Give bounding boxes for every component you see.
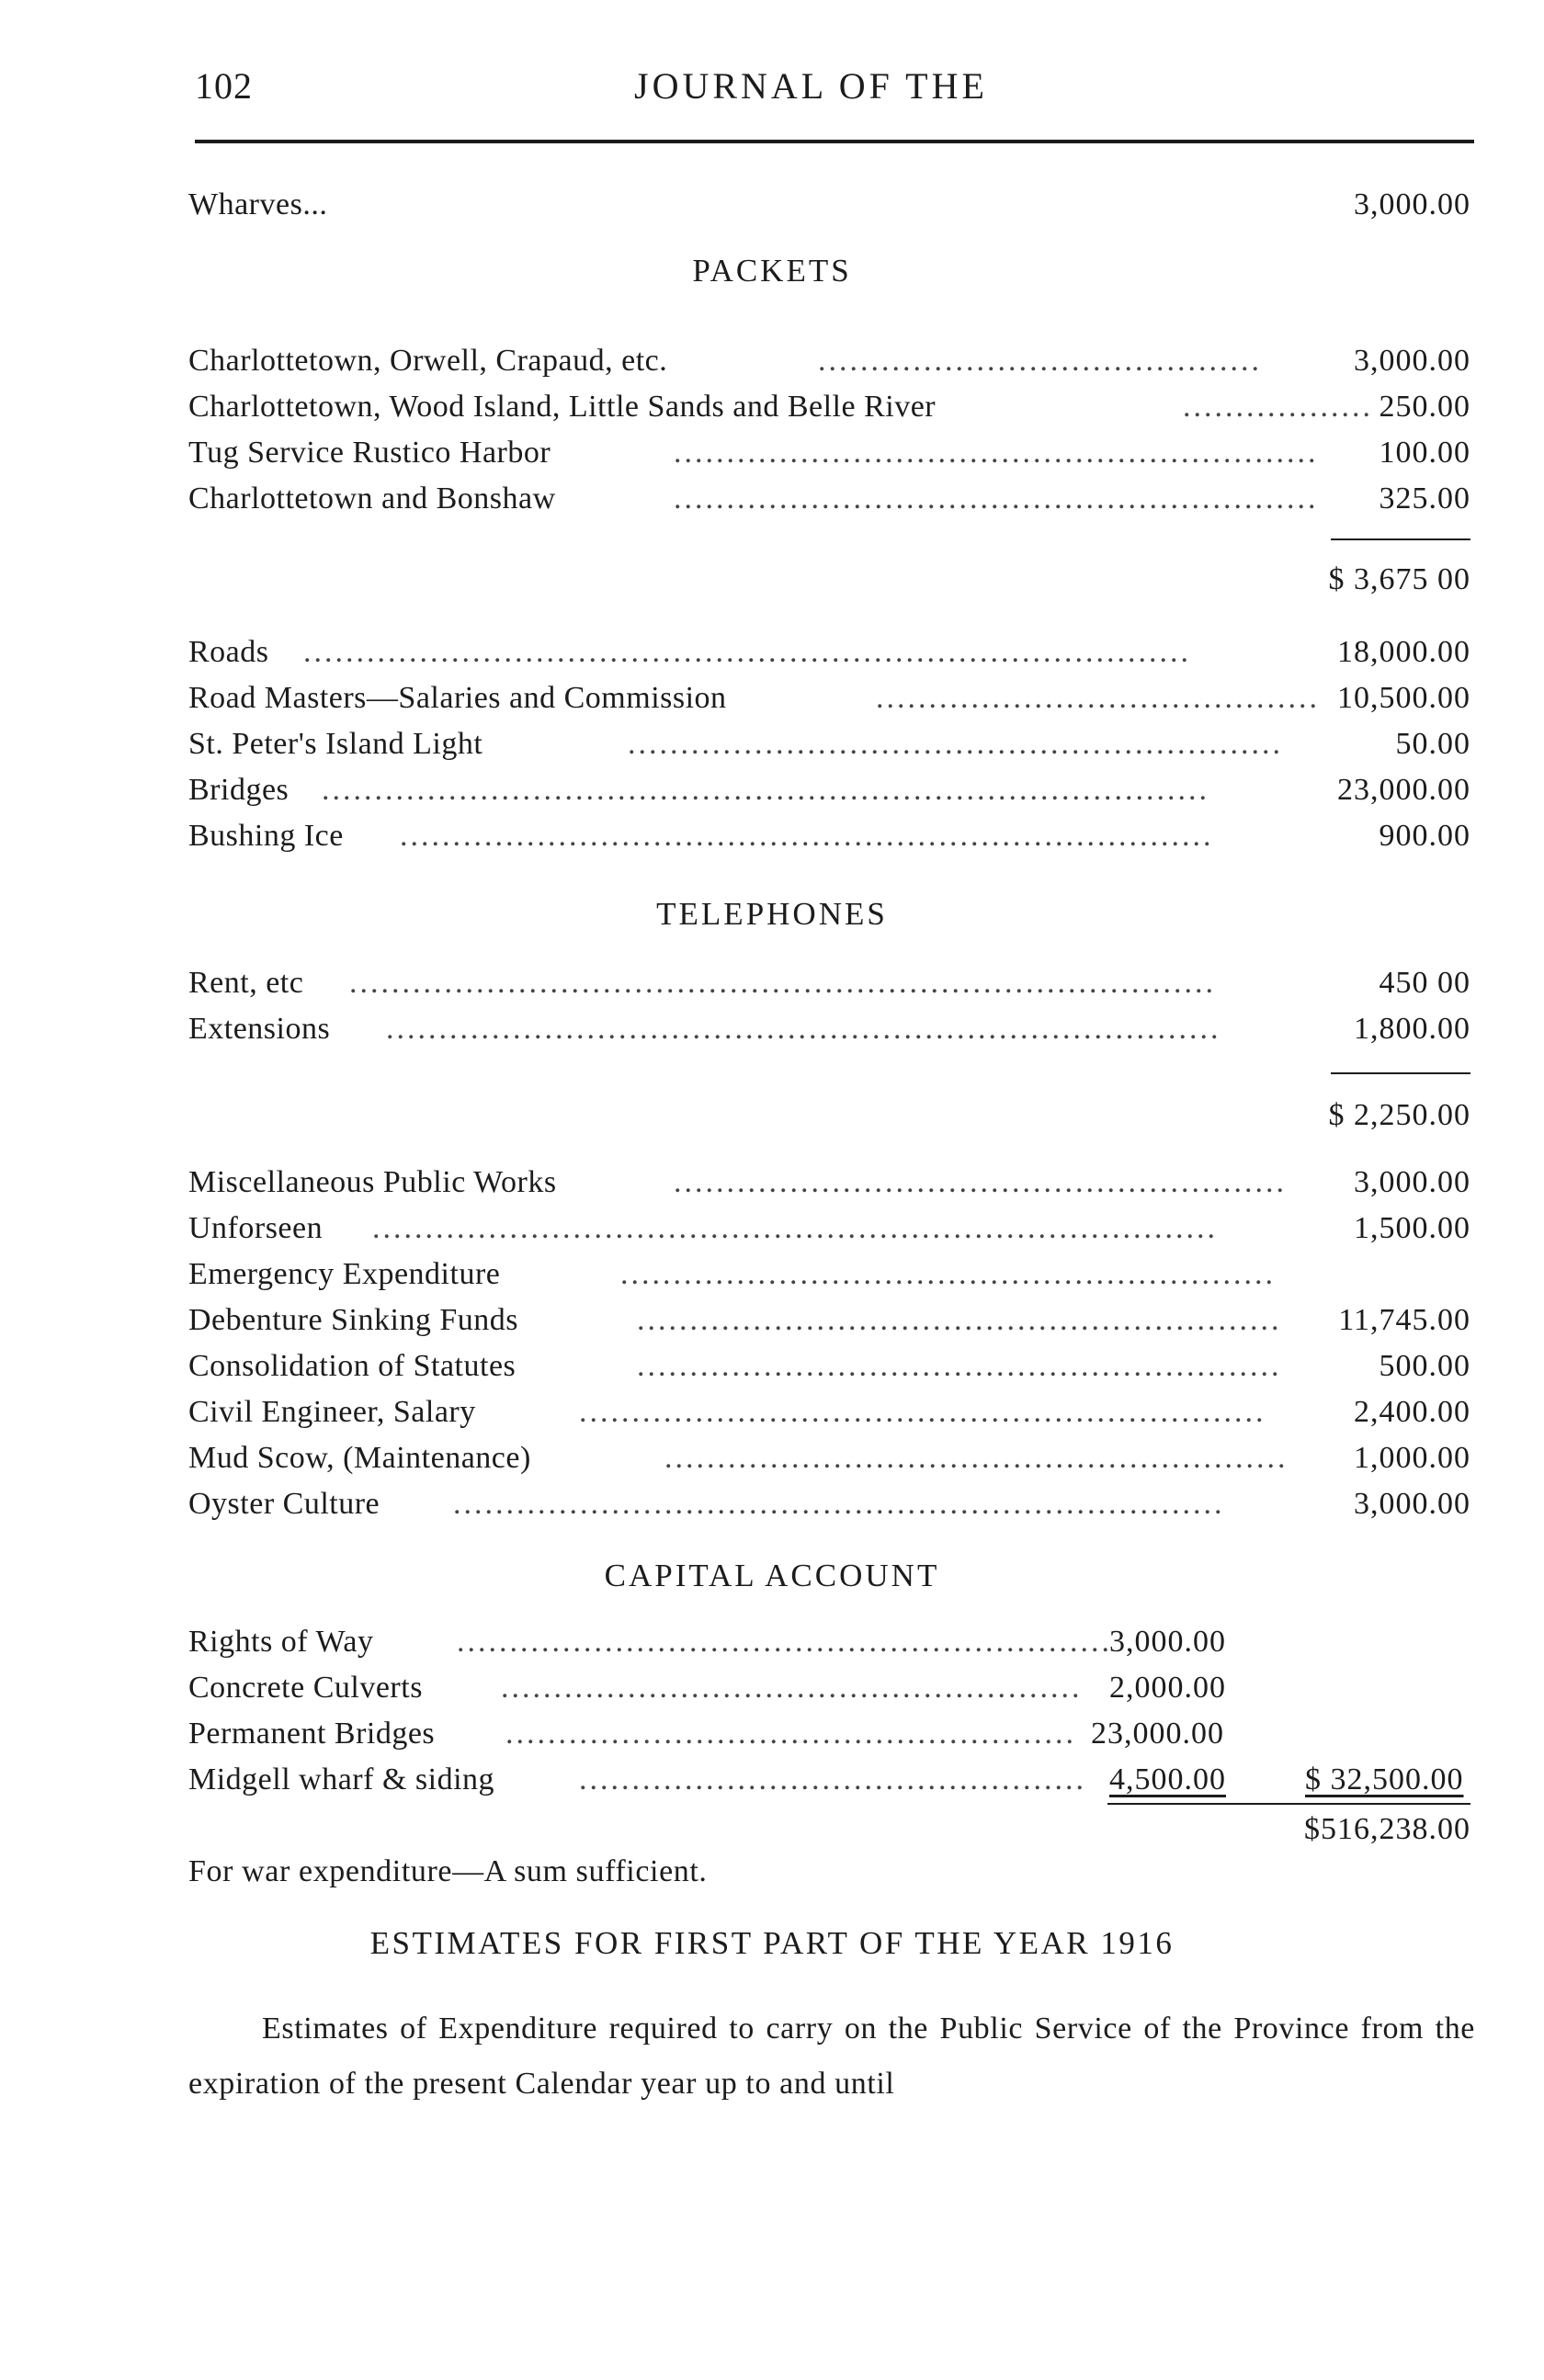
- leader-dots: ....................................................................................: [303, 635, 1191, 669]
- telephone-label: Rent, etc: [188, 966, 304, 1000]
- telephones-total: $ 2,250.00: [1328, 1098, 1470, 1132]
- leader-dots: .................................................................: [579, 1395, 1266, 1429]
- estimates-heading: ESTIMATES FOR FIRST PART OF THE YEAR 1916: [369, 1925, 1175, 1961]
- leader-dots: ....................................................................................: [322, 773, 1209, 807]
- packet-row: [188, 430, 1470, 476]
- packet-label: Charlottetown, Wood Island, Little Sands and Belle River: [188, 390, 937, 424]
- expense-amount: 18,000.00: [1337, 635, 1470, 669]
- telephone-amount: 1,800.00: [1354, 1012, 1470, 1046]
- packet-label: Charlottetown, Orwell, Crapaud, etc.: [188, 344, 668, 378]
- expense-label: Miscellaneous Public Works: [188, 1165, 557, 1199]
- header-rule: [195, 140, 1474, 143]
- expense-label: Debenture Sinking Funds: [188, 1303, 519, 1337]
- expense-label: Road Masters—Salaries and Commission: [188, 681, 727, 715]
- leader-dots: ..........................................................: [674, 1165, 1287, 1199]
- expense-row: [188, 1435, 1470, 1481]
- expense-row: [188, 1160, 1470, 1206]
- leader-dots: ..................................................................................: [349, 966, 1216, 1000]
- capital-row: [188, 1757, 1475, 1803]
- packet-amount: 325.00: [1379, 482, 1470, 516]
- expense-amount: 1,500.00: [1354, 1211, 1470, 1245]
- capital-label: Midgell wharf & siding: [188, 1762, 495, 1796]
- expense-row: [188, 1481, 1470, 1527]
- capital-heading: CAPITAL ACCOUNT: [604, 1558, 940, 1593]
- expense-row: [188, 1343, 1470, 1389]
- capital-label: Concrete Culverts: [188, 1671, 423, 1705]
- expense-label: Consolidation of Statutes: [188, 1349, 517, 1383]
- leader-dots: ................................................: [579, 1762, 1086, 1796]
- wharves-amount: 3,000.00: [1354, 187, 1470, 221]
- leader-dots: ................................................................................: [372, 1211, 1218, 1245]
- capital-row: [188, 1619, 1245, 1665]
- wharves-row: [188, 182, 1470, 228]
- packets-sum-rule: [1331, 538, 1470, 540]
- leader-dots: ..............................................................: [457, 1625, 1112, 1659]
- expense-amount: 1,000.00: [1354, 1441, 1470, 1475]
- leader-dots: ..............................................................: [620, 1257, 1276, 1291]
- expense-row: [188, 721, 1470, 767]
- telephone-row: [188, 1006, 1470, 1052]
- capital-subtotal: $ 32,500.00: [1305, 1762, 1464, 1796]
- packet-amount: 250.00: [1379, 390, 1470, 424]
- expense-label: Bridges: [188, 773, 290, 807]
- grand-total-rule: [1107, 1803, 1470, 1805]
- expense-row: [188, 1252, 1470, 1298]
- packets-heading: PACKETS: [692, 253, 852, 289]
- leader-dots: ..........................................: [876, 681, 1320, 715]
- expense-amount: 3,000.00: [1354, 1487, 1470, 1521]
- leader-dots: ......................................................: [505, 1717, 1076, 1751]
- expense-label: Bushing Ice: [188, 819, 344, 853]
- expense-row: [188, 1298, 1470, 1343]
- leader-dots: ..........................................: [818, 344, 1262, 378]
- leader-dots: .............................................................................: [400, 819, 1214, 853]
- expense-amount: 2,400.00: [1354, 1395, 1470, 1429]
- packet-label: Tug Service Rustico Harbor: [188, 436, 551, 470]
- leader-dots: .......................................................: [501, 1671, 1083, 1705]
- capital-row: [188, 1711, 1245, 1757]
- expense-row: [188, 813, 1470, 859]
- expense-amount: 10,500.00: [1337, 681, 1470, 715]
- leader-dots: ..................: [1183, 390, 1373, 424]
- telephones-heading: TELEPHONES: [656, 896, 888, 932]
- packet-row: [188, 384, 1470, 430]
- capital-label: Permanent Bridges: [188, 1717, 436, 1751]
- packets-total: $ 3,675 00: [1328, 562, 1470, 596]
- expense-amount: 11,745.00: [1338, 1303, 1470, 1337]
- leader-dots: .............................................................: [637, 1303, 1282, 1337]
- wharves-label: Wharves...: [188, 187, 328, 221]
- leader-dots: ...........................................................: [664, 1441, 1289, 1475]
- expense-amount: 3,000.00: [1354, 1165, 1470, 1199]
- telephone-label: Extensions: [188, 1012, 331, 1046]
- grand-total: $516,238.00: [1304, 1812, 1470, 1846]
- leader-dots: .............................................................: [674, 436, 1319, 470]
- expense-label: Roads: [188, 635, 269, 669]
- page-number: 102: [195, 65, 253, 107]
- leader-dots: ..............................................................: [628, 727, 1283, 761]
- expense-row: [188, 629, 1470, 675]
- packet-amount: 3,000.00: [1354, 344, 1470, 378]
- leader-dots: .........................................................................: [453, 1487, 1225, 1521]
- expense-label: Oyster Culture: [188, 1487, 380, 1521]
- telephone-amount: 450 00: [1379, 966, 1470, 1000]
- capital-amount: 3,000.00: [1109, 1625, 1226, 1659]
- expense-amount: 50.00: [1395, 727, 1470, 761]
- capital-row: [188, 1665, 1245, 1711]
- expense-amount: 500.00: [1379, 1349, 1470, 1383]
- packet-label: Charlottetown and Bonshaw: [188, 482, 556, 516]
- expense-label: Unforseen: [188, 1211, 324, 1245]
- leader-dots: ...............................................................................: [386, 1012, 1221, 1046]
- expense-row: [188, 1206, 1470, 1252]
- expense-label: St. Peter's Island Light: [188, 727, 483, 761]
- telephone-row: [188, 960, 1470, 1006]
- running-title: JOURNAL OF THE: [634, 65, 988, 107]
- war-expenditure-note: For war expenditure—A sum sufficient.: [188, 1854, 708, 1888]
- expense-label: Emergency Expenditure: [188, 1257, 501, 1291]
- telephones-sum-rule: [1331, 1072, 1470, 1074]
- leader-dots: .............................................................: [637, 1349, 1282, 1383]
- capital-amount: 2,000.00: [1109, 1671, 1226, 1705]
- packet-row: [188, 338, 1470, 384]
- estimates-paragraph: Estimates of Expenditure required to carry on the Public Service of the Province from the expiration of the present Calendar year up to and until: [188, 2012, 1475, 2101]
- expense-label: Mud Scow, (Maintenance): [188, 1441, 531, 1475]
- expense-amount: 23,000.00: [1337, 773, 1470, 807]
- capital-label: Rights of Way: [188, 1625, 374, 1659]
- capital-amount: 23,000.00: [1091, 1717, 1224, 1751]
- expense-row: [188, 675, 1470, 721]
- expense-amount: 900.00: [1379, 819, 1470, 853]
- packet-row: [188, 476, 1470, 522]
- expense-label: Civil Engineer, Salary: [188, 1395, 476, 1429]
- packet-amount: 100.00: [1379, 436, 1470, 470]
- expense-row: [188, 767, 1470, 813]
- expense-row: [188, 1389, 1470, 1435]
- capital-amount: 4,500.00: [1109, 1762, 1226, 1796]
- leader-dots: .............................................................: [674, 482, 1319, 516]
